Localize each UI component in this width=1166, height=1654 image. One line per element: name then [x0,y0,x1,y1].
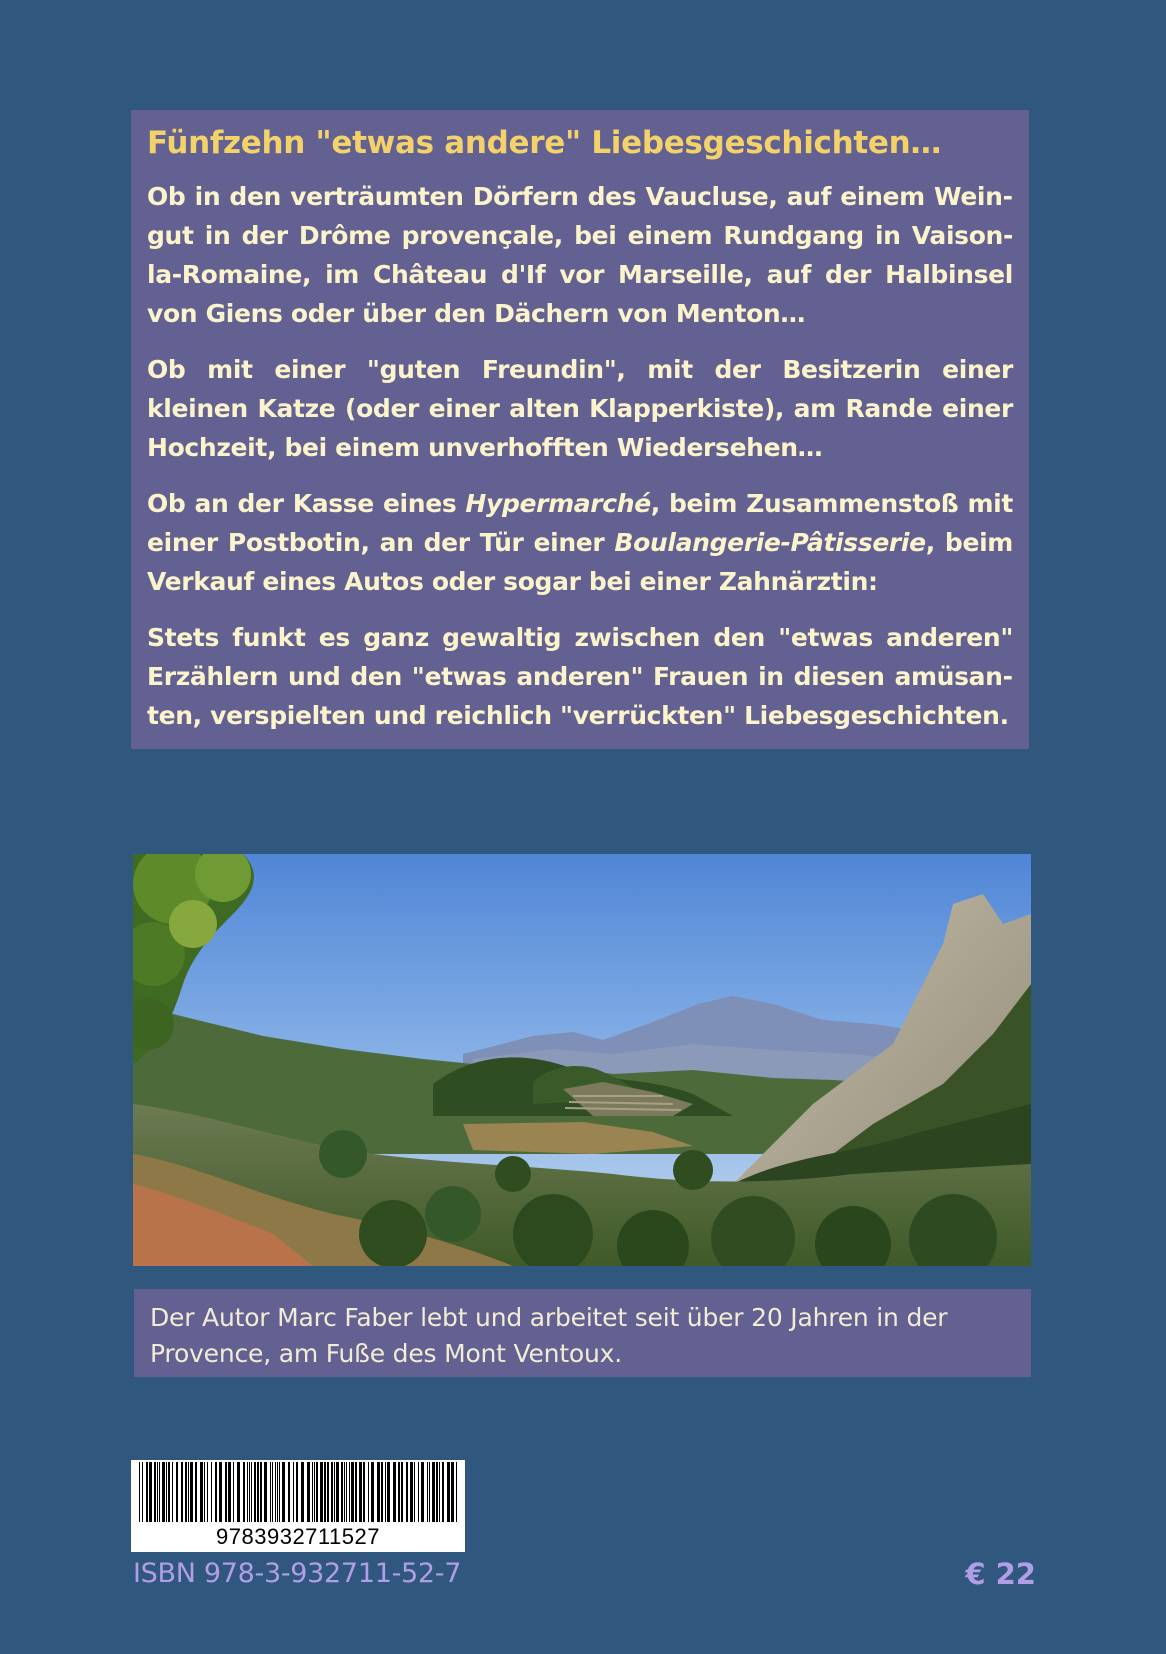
barcode-bar [207,1462,208,1522]
barcode-bar [228,1462,231,1522]
barcode-bar [200,1462,203,1522]
barcode [131,1460,465,1552]
barcode-bar [251,1462,252,1522]
barcode-bar [421,1462,424,1522]
barcode-bar [176,1462,178,1522]
barcode-bar [346,1462,347,1522]
barcode-bar [293,1462,294,1522]
barcode-bar [270,1462,271,1522]
barcode-bar [410,1462,413,1522]
blurb-paragraph-locations: Ob in den verträumten Dörfern des Vaucluse, auf einem Weingut in der Drôme provençale, bei einem Rundgang in Vaison-la-Romaine, im Château d'If vor Marseille, auf der Halbinsel von Giens oder über den Dächern von Menton… [147,181,1013,328]
author-bio: Der Autor Marc Faber lebt und arbeitet seit über 20 Jahren in der Provence, am Fuße des Mont Ventoux. [150,1303,948,1368]
barcode-bar [355,1462,357,1522]
blurb-title: Fünfzehn "etwas andere" Liebesgeschichten… [147,125,942,161]
barcode-bar [439,1462,440,1522]
barcode-bar [211,1462,212,1522]
barcode-bar [371,1462,374,1522]
barcode-bar [260,1462,262,1522]
barcode-bar [219,1462,222,1522]
barcode-bar [215,1462,217,1522]
barcode-bar [185,1462,187,1522]
barcode-bar [257,1462,259,1522]
barcode-bar [277,1462,278,1522]
barcode-bar [162,1462,165,1522]
barcode-bar [334,1462,335,1522]
barcode-bar [442,1462,444,1522]
barcode-bar [432,1462,435,1522]
barcode-bar [385,1462,386,1522]
barcode-bars [131,1460,465,1524]
barcode-bar [316,1462,318,1522]
barcode-bar [436,1462,438,1522]
barcode-bar [188,1462,189,1522]
barcode-bar [418,1462,419,1522]
author-box [134,1289,1031,1377]
provence-landscape-photo [133,854,1031,1266]
blurb-text-segment: , beim Verkauf eines Autos oder sogar bei einer Zahnärztin: [147,527,1013,596]
barcode-bar [447,1462,450,1522]
barcode-bar [168,1462,170,1522]
barcode-bar [398,1462,400,1522]
blurb-paragraph-summary: Stets funkt es ganz gewaltig zwischen den "etwas anderen" Erzählern und den "etwas anderen" Frauen in diesen amüsanten, verspielten und reichlich "verrückten" Liebesgeschichten. [147,622,1013,730]
barcode-bar [172,1462,173,1522]
barcode-bar [233,1462,234,1522]
blurb-text-segment: Ob an der Kasse eines [147,488,466,518]
barcode-bar [393,1462,396,1522]
barcode-bar [327,1462,329,1522]
barcode-bar [427,1462,428,1522]
barcode-bar [195,1462,197,1522]
barcode-bar [344,1462,345,1522]
barcode-bar [387,1462,390,1522]
price: € 22 [965,1557,1036,1591]
barcode-bar [363,1462,365,1522]
barcode-bar [272,1462,273,1522]
blurb-italic-hypermarche: Hypermarché [465,488,651,518]
barcode-bar [288,1462,290,1522]
barcode-bar [154,1462,156,1522]
barcode-bar [307,1462,310,1522]
blurb-paragraph-women: Ob mit einer "guten Freundin", mit der Besitzerin einer kleinen Katze (oder einer alten Klapperkiste), am Rande einer Hochzeit, bei einem unverhofften Wiedersehen… [147,354,1013,462]
barcode-bar [336,1462,339,1522]
isbn-number: ISBN 978-3-932711-52-7 [133,1558,462,1589]
barcode-bar [254,1462,256,1522]
barcode-bar [368,1462,369,1522]
barcode-bar [157,1462,158,1522]
barcode-bar [296,1462,298,1522]
barcode-bar [247,1462,248,1522]
barcode-bar [381,1462,383,1522]
barcode-bar [331,1462,333,1522]
barcode-bar [282,1462,285,1522]
barcode-bar [181,1462,183,1522]
barcode-bar [249,1462,250,1522]
barcode-bar [349,1462,350,1522]
barcode-bar [314,1462,315,1522]
barcode-bar [456,1462,457,1522]
blurb-box [131,110,1029,749]
barcode-bar [324,1462,326,1522]
barcode-bar [359,1462,362,1522]
barcode-bar [275,1462,276,1522]
barcode-bar [204,1462,205,1522]
barcode-bar [139,1462,140,1522]
barcode-bar [237,1462,240,1522]
barcode-bar [414,1462,415,1522]
blurb-text-segment: , beim Zusammenstoß mit einer Postbotin, an der Tür einer [147,488,1013,557]
barcode-bar [225,1462,227,1522]
barcode-bar [406,1462,408,1522]
barcode-bar [146,1462,148,1522]
barcode-bar [377,1462,380,1522]
barcode-bar [159,1462,160,1522]
barcode-bar [279,1462,280,1522]
barcode-bar [341,1462,343,1522]
barcode-bar [320,1462,323,1522]
barcode-bar [190,1462,193,1522]
barcode-digits: 9783932711527 [216,1524,380,1549]
blurb-italic-boulangerie: Boulangerie-Pâtisserie [614,527,926,557]
barcode-bar [243,1462,245,1522]
barcode-bar [401,1462,403,1522]
blurb-paragraph-places [147,484,1013,601]
barcode-bar [312,1462,313,1522]
barcode-bar [142,1462,143,1522]
barcode-bar [429,1462,430,1522]
barcode-bar [351,1462,354,1522]
barcode-bar [301,1462,304,1522]
barcode-bar [149,1462,152,1522]
barcode-bar [264,1462,267,1522]
barcode-bar [166,1462,167,1522]
barcode-bar [451,1462,454,1522]
